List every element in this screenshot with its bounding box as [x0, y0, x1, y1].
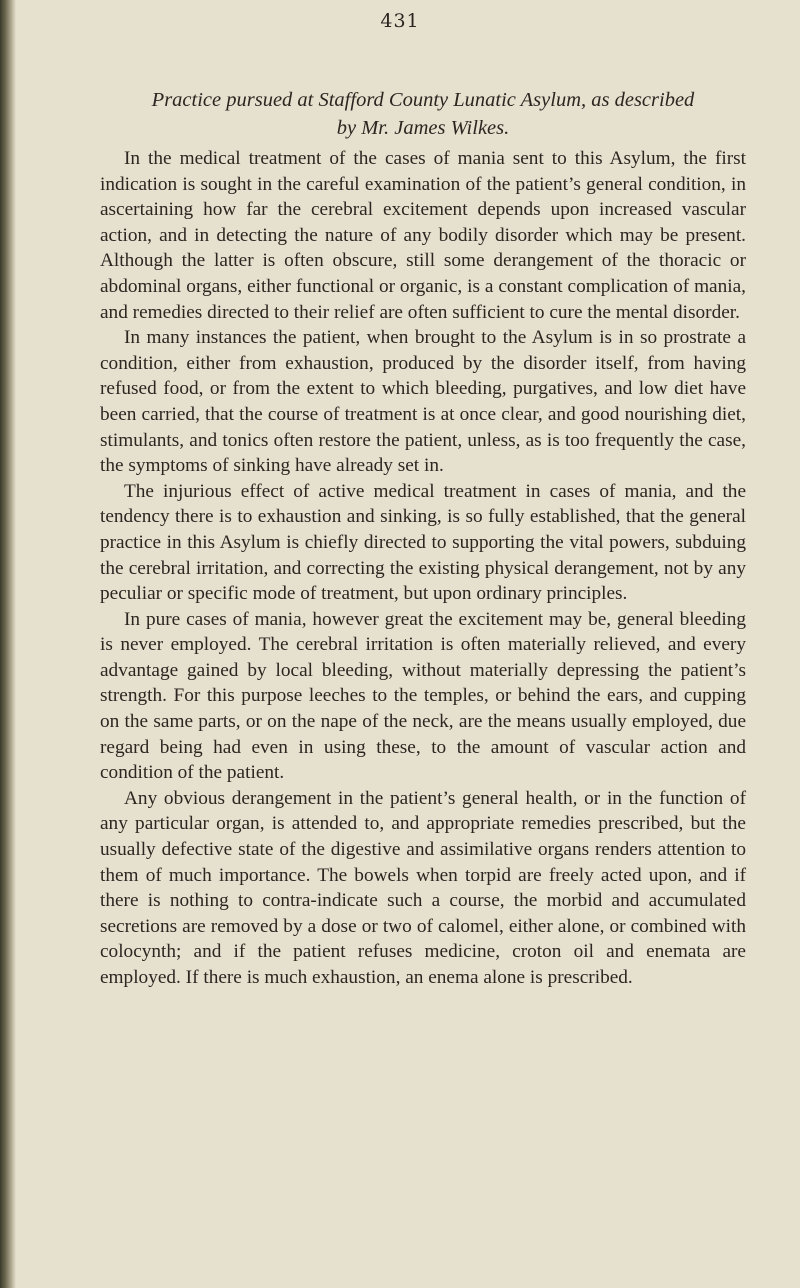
- paragraph-1: In the medical treatment of the cases of mania sent to this Asylum, the first indication is sought in the careful examination of the patient’s general condition, in ascertaining how far the cerebral excitement depends upon increased vascular action, and in detecting the nature of any bodily disorder which may be present. Although the latter is often obscure, still some derangement of the thoracic or abdominal organs, either functional or organic, is a constant complication of mania, and remedies directed to their relief are often sufficient to cure the mental disorder.: [100, 148, 746, 323]
- paragraph-5: Any obvious derangement in the patient’s general health, or in the function of any particular organ, is attended to, and appropriate remedies prescribed, but the usually defective state of the digestive and assimilative organs renders attention to them of much importance. The bowels when torpid are freely acted upon, and if there is nothing to contra-indicate such a course, the morbid and accumulated secretions are removed by a dose or two of calomel, either alone, or combined with colocynth; and if the patient refuses medicine, croton oil and enemata are employed. If there is much exhaustion, an enema alone is prescribed.: [100, 787, 746, 988]
- paragraph-4: In pure cases of mania, however great the excitement may be, general bleeding is never employed. The cerebral irritation is often materially relieved, and every advantage gained by local bleeding, without materially depressing the patient’s strength. For this purpose leeches to the temples, or behind the ears, and cupping on the same parts, or on the nape of the neck, are the means usually employed, due regard being had even in using these, to the amount of vascular action and condition of the patient.: [100, 608, 746, 784]
- page-number: 431: [380, 10, 420, 32]
- book-spine-edge: [0, 0, 16, 1288]
- heading-line-2: by Mr. James Wilkes.: [336, 117, 510, 139]
- section-heading: [100, 86, 746, 142]
- paragraph-3: The injurious effect of active medical treatment in cases of mania, and the tendency there is to exhaustion and sinking, is so fully established, that the general practice in this Asylum is chiefly directed to supporting the vital powers, subduing the cerebral irritation, and correcting the existing physical derangement, not by any peculiar or specific mode of treatment, but upon ordinary principles.: [100, 480, 746, 605]
- paragraph-2: In many instances the patient, when brought to the Asylum is in so prostrate a condition, either from exhaustion, produced by the disorder itself, from having refused food, or from the extent to which bleeding, purgatives, and low diet have been carried, that the course of treatment is at once clear, and good nourishing diet, stimulants, and tonics often restore the patient, unless, as is too frequently the case, the symptoms of sinking have already set in.: [100, 327, 746, 477]
- article-text: [100, 146, 746, 991]
- page-body: [100, 86, 746, 991]
- heading-line-1: Practice pursued at Stafford County Lunatic Asylum, as described: [151, 89, 695, 111]
